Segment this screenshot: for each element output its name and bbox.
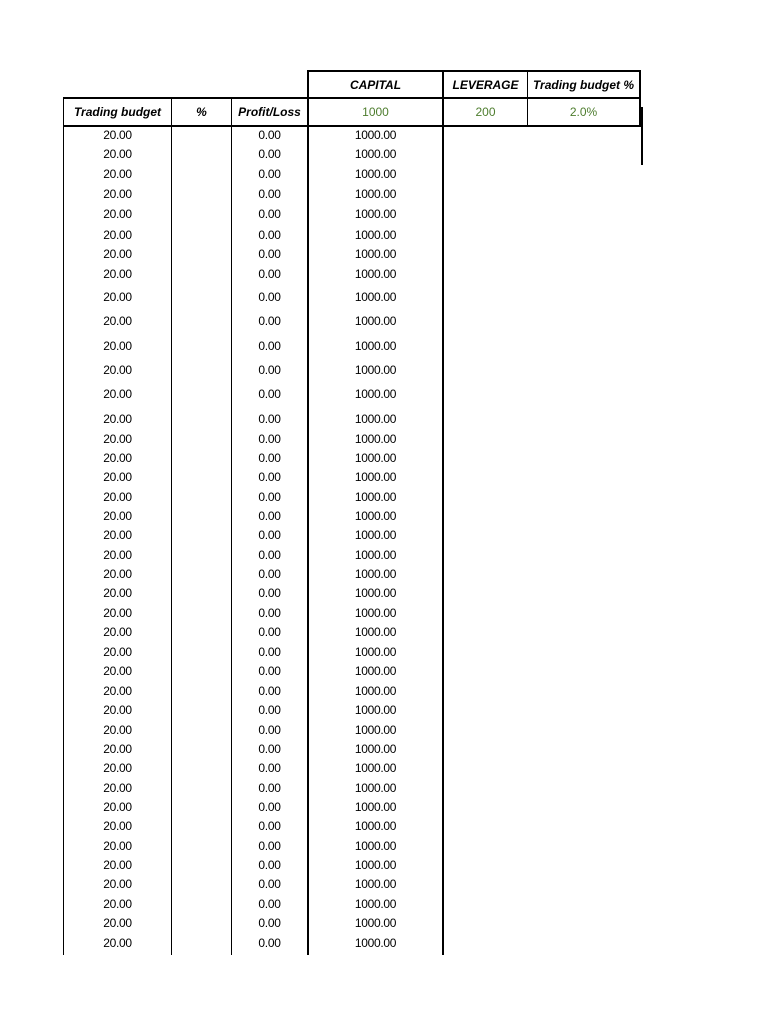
budget-cell[interactable]: 20.00 xyxy=(103,207,132,221)
profit-loss-cell[interactable]: 0.00 xyxy=(258,897,281,911)
budget-cell[interactable]: 20.00 xyxy=(103,432,132,446)
profit-loss-column-header: Profit/Loss xyxy=(238,105,301,119)
percent-cell[interactable] xyxy=(172,663,231,679)
profit-loss-cell[interactable]: 0.00 xyxy=(258,509,281,523)
profit-loss-cell[interactable]: 0.00 xyxy=(258,167,281,181)
profit-loss-cell[interactable]: 0.00 xyxy=(258,267,281,281)
profit-loss-cell[interactable]: 0.00 xyxy=(258,625,281,639)
capital-cell[interactable]: 1000.00 xyxy=(354,858,397,872)
budget-cell[interactable]: 20.00 xyxy=(103,128,132,142)
capital-cell[interactable]: 1000.00 xyxy=(354,742,397,756)
budget-cell[interactable]: 20.00 xyxy=(103,528,132,542)
capital-cell[interactable]: 1000.00 xyxy=(354,897,397,911)
budget-cell[interactable]: 20.00 xyxy=(103,742,132,756)
profit-loss-cell[interactable]: 0.00 xyxy=(258,470,281,484)
percent-cell[interactable] xyxy=(172,186,231,202)
capital-cell[interactable]: 1000.00 xyxy=(354,800,397,814)
budget-cell[interactable]: 20.00 xyxy=(103,839,132,853)
capital-cell[interactable]: 1000.00 xyxy=(354,916,397,930)
capital-cell[interactable]: 1000.00 xyxy=(354,490,397,504)
capital-cell[interactable]: 1000.00 xyxy=(354,761,397,775)
budget-cell[interactable]: 20.00 xyxy=(103,167,132,181)
capital-col-right-line xyxy=(442,70,444,955)
capital-cell[interactable]: 1000.00 xyxy=(354,432,397,446)
capital-cell[interactable]: 1000.00 xyxy=(354,147,397,161)
percent-cell[interactable] xyxy=(172,166,231,182)
budget-cell[interactable]: 20.00 xyxy=(103,703,132,717)
budget-cell[interactable]: 20.00 xyxy=(103,228,132,242)
percent-cell[interactable] xyxy=(172,386,231,402)
capital-cell[interactable]: 1000.00 xyxy=(354,339,397,353)
percent-cell[interactable] xyxy=(172,838,231,854)
leverage-value[interactable]: 200 xyxy=(475,105,496,119)
percent-cell[interactable] xyxy=(172,857,231,873)
profit-loss-cell[interactable]: 0.00 xyxy=(258,228,281,242)
capital-cell[interactable]: 1000.00 xyxy=(354,703,397,717)
percent-cell[interactable] xyxy=(172,527,231,543)
percent-cell[interactable] xyxy=(172,450,231,466)
budget-cell[interactable]: 20.00 xyxy=(103,548,132,562)
profit-loss-cell[interactable]: 0.00 xyxy=(258,339,281,353)
budget-cell[interactable]: 20.00 xyxy=(103,567,132,581)
budget-cell[interactable]: 20.00 xyxy=(103,645,132,659)
profit-loss-cell[interactable]: 0.00 xyxy=(258,207,281,221)
capital-cell[interactable]: 1000.00 xyxy=(354,290,397,304)
budget-cell[interactable]: 20.00 xyxy=(103,606,132,620)
profit-loss-cell[interactable]: 0.00 xyxy=(258,451,281,465)
profit-loss-cell[interactable]: 0.00 xyxy=(258,723,281,737)
percent-cell[interactable] xyxy=(172,915,231,931)
profit-loss-cell[interactable]: 0.00 xyxy=(258,800,281,814)
percent-cell[interactable] xyxy=(172,469,231,485)
percent-cell[interactable] xyxy=(172,799,231,815)
percent-cell[interactable] xyxy=(172,722,231,738)
percent-cell[interactable] xyxy=(172,876,231,892)
capital-cell[interactable]: 1000.00 xyxy=(354,645,397,659)
budget-cell[interactable]: 20.00 xyxy=(103,819,132,833)
percent-cell[interactable] xyxy=(172,246,231,262)
budget-cell[interactable]: 20.00 xyxy=(103,761,132,775)
budget-cell[interactable]: 20.00 xyxy=(103,625,132,639)
capital-cell[interactable]: 1000.00 xyxy=(354,387,397,401)
percent-cell[interactable] xyxy=(172,489,231,505)
profit-loss-cell[interactable]: 0.00 xyxy=(258,247,281,261)
budget-cell[interactable]: 20.00 xyxy=(103,387,132,401)
percent-cell[interactable] xyxy=(172,935,231,951)
capital-cell[interactable]: 1000.00 xyxy=(354,314,397,328)
percent-cell[interactable] xyxy=(172,289,231,305)
percent-cell[interactable] xyxy=(172,127,231,143)
profit-loss-cell[interactable]: 0.00 xyxy=(258,128,281,142)
profit-loss-cell[interactable]: 0.00 xyxy=(258,187,281,201)
capital-header: CAPITAL xyxy=(349,77,402,92)
capital-cell[interactable]: 1000.00 xyxy=(354,128,397,142)
profit-loss-cell[interactable]: 0.00 xyxy=(258,528,281,542)
trading-budget-column-header: Trading budget xyxy=(73,105,162,119)
capital-cell[interactable]: 1000.00 xyxy=(354,548,397,562)
selection-edge-line xyxy=(641,107,643,165)
capital-cell[interactable]: 1000.00 xyxy=(354,586,397,600)
trading-budget-pct-header: Trading budget % xyxy=(532,77,635,92)
budget-cell[interactable]: 20.00 xyxy=(103,187,132,201)
leverage-header: LEVERAGE xyxy=(452,77,519,92)
budget-cell[interactable]: 20.00 xyxy=(103,363,132,377)
capital-cell[interactable]: 1000.00 xyxy=(354,839,397,853)
capital-cell[interactable]: 1000.00 xyxy=(354,936,397,950)
percent-cell[interactable] xyxy=(172,741,231,757)
percent-cell[interactable] xyxy=(172,508,231,524)
percent-cell[interactable] xyxy=(172,146,231,162)
percent-cell[interactable] xyxy=(172,760,231,776)
budget-cell[interactable]: 20.00 xyxy=(103,897,132,911)
budget-cell[interactable]: 20.00 xyxy=(103,509,132,523)
percent-cell[interactable] xyxy=(172,896,231,912)
budget-cell[interactable]: 20.00 xyxy=(103,412,132,426)
percent-cell[interactable] xyxy=(172,585,231,601)
profit-loss-cell[interactable]: 0.00 xyxy=(258,290,281,304)
capital-cell[interactable]: 1000.00 xyxy=(354,781,397,795)
profit-loss-cell[interactable]: 0.00 xyxy=(258,567,281,581)
capital-cell[interactable]: 1000.00 xyxy=(354,363,397,377)
capital-cell[interactable]: 1000.00 xyxy=(354,228,397,242)
profit-loss-cell[interactable]: 0.00 xyxy=(258,877,281,891)
profit-loss-cell[interactable]: 0.00 xyxy=(258,916,281,930)
percent-cell[interactable] xyxy=(172,605,231,621)
budget-cell[interactable]: 20.00 xyxy=(103,586,132,600)
profit-loss-cell[interactable]: 0.00 xyxy=(258,839,281,853)
percent-cell[interactable] xyxy=(172,362,231,378)
profit-loss-cell[interactable]: 0.00 xyxy=(258,606,281,620)
profit-loss-cell[interactable]: 0.00 xyxy=(258,363,281,377)
budget-cell[interactable]: 20.00 xyxy=(103,314,132,328)
trading-budget-pct-value[interactable]: 2.0% xyxy=(569,105,598,119)
capital-cell[interactable]: 1000.00 xyxy=(354,451,397,465)
percent-cell[interactable] xyxy=(172,313,231,329)
profit-loss-cell[interactable]: 0.00 xyxy=(258,432,281,446)
budget-cell[interactable]: 20.00 xyxy=(103,290,132,304)
budget-cell[interactable]: 20.00 xyxy=(103,247,132,261)
capital-cell[interactable]: 1000.00 xyxy=(354,606,397,620)
budget-cell[interactable]: 20.00 xyxy=(103,267,132,281)
capital-cell[interactable]: 1000.00 xyxy=(354,509,397,523)
percent-cell[interactable] xyxy=(172,702,231,718)
percent-cell[interactable] xyxy=(172,431,231,447)
profit-loss-cell[interactable]: 0.00 xyxy=(258,586,281,600)
capital-cell[interactable]: 1000.00 xyxy=(354,247,397,261)
profit-loss-cell[interactable]: 0.00 xyxy=(258,684,281,698)
capital-cell[interactable]: 1000.00 xyxy=(354,167,397,181)
percent-cell[interactable] xyxy=(172,266,231,282)
percent-cell[interactable] xyxy=(172,683,231,699)
percent-column-header: % xyxy=(196,105,207,119)
capital-value[interactable]: 1000 xyxy=(362,105,389,119)
capital-cell[interactable]: 1000.00 xyxy=(354,877,397,891)
percent-cell[interactable] xyxy=(172,644,231,660)
capital-cell[interactable]: 1000.00 xyxy=(354,819,397,833)
capital-cell[interactable]: 1000.00 xyxy=(354,207,397,221)
profit-loss-cell[interactable]: 0.00 xyxy=(258,858,281,872)
budget-cell[interactable]: 20.00 xyxy=(103,916,132,930)
percent-cell[interactable] xyxy=(172,411,231,427)
percent-cell[interactable] xyxy=(172,227,231,243)
profit-loss-cell[interactable]: 0.00 xyxy=(258,490,281,504)
percent-cell[interactable] xyxy=(172,547,231,563)
profit-loss-cell[interactable]: 0.00 xyxy=(258,703,281,717)
budget-cell[interactable]: 20.00 xyxy=(103,858,132,872)
budget-cell[interactable]: 20.00 xyxy=(103,781,132,795)
profit-loss-cell[interactable]: 0.00 xyxy=(258,742,281,756)
budget-cell[interactable]: 20.00 xyxy=(103,451,132,465)
budget-cell[interactable]: 20.00 xyxy=(103,490,132,504)
profit-loss-cell[interactable]: 0.00 xyxy=(258,761,281,775)
capital-cell[interactable]: 1000.00 xyxy=(354,567,397,581)
capital-cell[interactable]: 1000.00 xyxy=(354,684,397,698)
profit-loss-cell[interactable]: 0.00 xyxy=(258,387,281,401)
budget-cell[interactable]: 20.00 xyxy=(103,684,132,698)
profit-loss-cell[interactable]: 0.00 xyxy=(258,412,281,426)
profit-loss-cell[interactable]: 0.00 xyxy=(258,548,281,562)
capital-cell[interactable]: 1000.00 xyxy=(354,412,397,426)
budget-cell[interactable]: 20.00 xyxy=(103,936,132,950)
percent-cell[interactable] xyxy=(172,818,231,834)
capital-cell[interactable]: 1000.00 xyxy=(354,528,397,542)
capital-cell[interactable]: 1000.00 xyxy=(354,664,397,678)
profit-loss-cell[interactable]: 0.00 xyxy=(258,819,281,833)
profit-loss-cell[interactable]: 0.00 xyxy=(258,314,281,328)
profit-loss-cell[interactable]: 0.00 xyxy=(258,781,281,795)
budget-cell[interactable]: 20.00 xyxy=(103,664,132,678)
capital-cell[interactable]: 1000.00 xyxy=(354,267,397,281)
budget-cell[interactable]: 20.00 xyxy=(103,147,132,161)
capital-cell[interactable]: 1000.00 xyxy=(354,187,397,201)
budget-cell[interactable]: 20.00 xyxy=(103,723,132,737)
profit-loss-cell[interactable]: 0.00 xyxy=(258,936,281,950)
profit-loss-cell[interactable]: 0.00 xyxy=(258,664,281,678)
percent-cell[interactable] xyxy=(172,780,231,796)
percent-cell[interactable] xyxy=(172,566,231,582)
profit-loss-cell[interactable]: 0.00 xyxy=(258,147,281,161)
percent-cell[interactable] xyxy=(172,338,231,354)
budget-cell[interactable]: 20.00 xyxy=(103,339,132,353)
budget-cell[interactable]: 20.00 xyxy=(103,800,132,814)
capital-cell[interactable]: 1000.00 xyxy=(354,723,397,737)
budget-cell[interactable]: 20.00 xyxy=(103,877,132,891)
capital-cell[interactable]: 1000.00 xyxy=(354,470,397,484)
budget-cell[interactable]: 20.00 xyxy=(103,470,132,484)
percent-cell[interactable] xyxy=(172,206,231,222)
profit-loss-cell[interactable]: 0.00 xyxy=(258,645,281,659)
percent-cell[interactable] xyxy=(172,624,231,640)
capital-cell[interactable]: 1000.00 xyxy=(354,625,397,639)
